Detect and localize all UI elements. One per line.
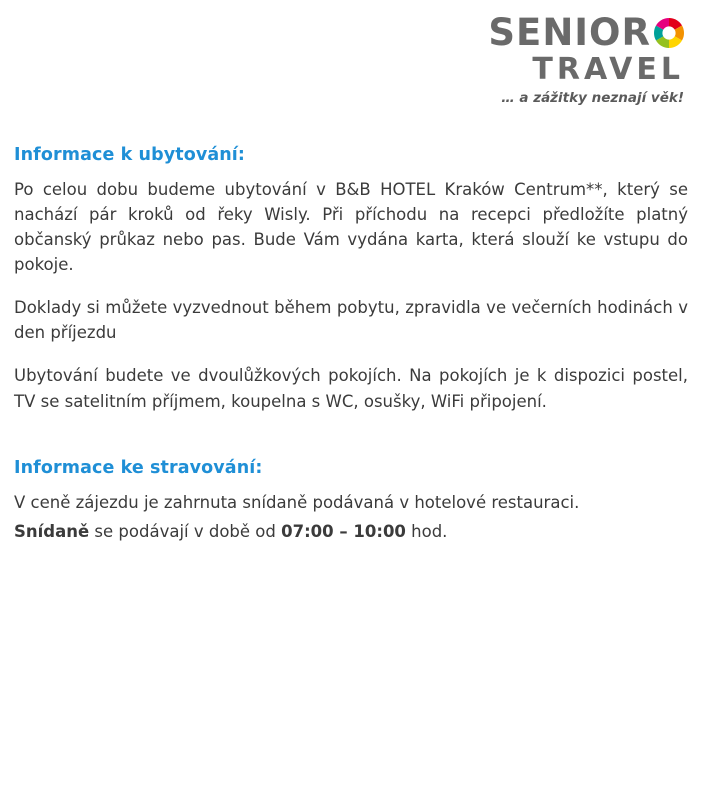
color-swirl-icon [652, 16, 686, 50]
breakfast-middle-text: se podávají v době od [89, 521, 282, 541]
section-heading-accommodation: Informace k ubytování: [14, 145, 245, 165]
accommodation-paragraph-2: Doklady si můžete vyzvednout během pobytu, zpravidla ve večerních hodinách v den příjezdu [14, 298, 688, 343]
brand-logo [488, 11, 686, 106]
catering-paragraph-1: V ceně zájezdu je zahrnuta snídaně podávaná v hotelové restauraci. [14, 492, 580, 512]
breakfast-tail-text: hod. [405, 521, 448, 541]
breakfast-label: Snídaně [14, 521, 90, 541]
breakfast-time-line [14, 519, 688, 544]
logo-top-row [488, 11, 686, 54]
breakfast-time-range: 07:00 – 10:00 [281, 521, 406, 541]
brand-tagline: … a zážitky neznají věk! [501, 90, 684, 106]
accommodation-paragraph-1: Po celou dobu budeme ubytování v B&B HOTEL Kraków Centrum**, který se nachází pár kroků od řeky Wisly. Při příchodu na recepci předložíte platný občanský průkaz nebo pas. Bude Vám vydána karta, která slouží ke vstupu do pokoje. [14, 180, 688, 275]
document-body [14, 145, 690, 544]
brand-name-travel: TRAVEL [532, 52, 684, 87]
section-heading-catering: Informace ke stravování: [14, 457, 263, 478]
accommodation-paragraph-3: Ubytování budete ve dvoulůžkových pokojích. Na pokojích je k dispozici postel, TV se satelitním příjmem, koupelna s WC, osušky, WiFi připojení. [14, 366, 688, 411]
brand-name-senior: SENIOR [488, 11, 651, 54]
